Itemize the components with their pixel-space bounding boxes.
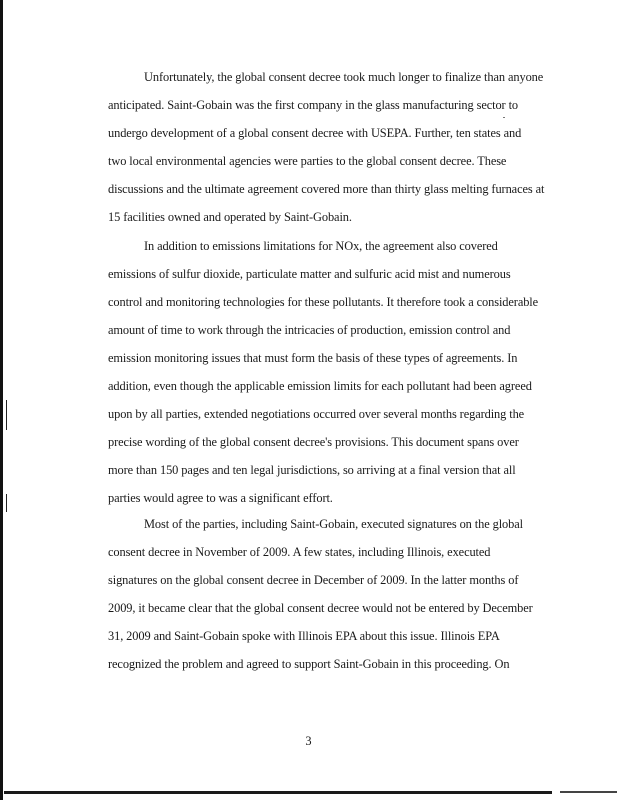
text-line: 15 facilities owned and operated by Saint-Gobain. <box>108 210 352 224</box>
text-line: upon by all parties, extended negotiations occurred over several months regarding the <box>108 407 525 421</box>
text-line: two local environmental agencies were parties to the global consent decree. These <box>108 154 507 168</box>
text-line: recognized the problem and agreed to support Saint-Gobain in this proceeding. On <box>108 657 510 671</box>
text-line: precise wording of the global consent decree's provisions. This document spans over <box>108 435 519 449</box>
text-line: anticipated. Saint-Gobain was the first company in the glass manufacturing sector to <box>108 98 519 112</box>
text-line: undergo development of a global consent decree with USEPA. Further, ten states and <box>108 126 522 140</box>
text-line: signatures on the global consent decree in December of 2009. In the latter months of <box>108 573 519 587</box>
scan-artifact-dot <box>503 117 505 118</box>
text-line: In addition to emissions limitations for NOx, the agreement also covered <box>144 239 498 253</box>
text-line: emission monitoring issues that must form the basis of these types of agreements. In <box>108 351 518 365</box>
text-line: amount of time to work through the intricacies of production, emission control and <box>108 323 511 337</box>
text-line: 31, 2009 and Saint-Gobain spoke with Illinois EPA about this issue. Illinois EPA <box>108 629 500 643</box>
text-line: emissions of sulfur dioxide, particulate matter and sulfuric acid mist and numerous <box>108 267 511 281</box>
text-line: discussions and the ultimate agreement covered more than thirty glass melting furnaces at <box>108 182 545 196</box>
scan-artifact-mark <box>6 400 7 430</box>
text-line: Most of the parties, including Saint-Gobain, executed signatures on the global <box>144 517 523 531</box>
text-line: consent decree in November of 2009. A few states, including Illinois, executed <box>108 545 491 559</box>
scan-bottom-edge-right <box>560 791 617 793</box>
text-line: parties would agree to was a significant effort. <box>108 491 333 505</box>
scan-bottom-edge <box>4 791 552 794</box>
scan-left-border <box>0 0 3 800</box>
text-line: more than 150 pages and ten legal jurisdictions, so arriving at a final version that all <box>108 463 516 477</box>
text-line: 2009, it became clear that the global consent decree would not be entered by December <box>108 601 533 615</box>
scan-artifact-mark <box>6 494 7 512</box>
text-line: control and monitoring technologies for these pollutants. It therefore took a considerable <box>108 295 539 309</box>
text-line: addition, even though the applicable emission limits for each pollutant had been agreed <box>108 379 532 393</box>
page-number: 3 <box>305 734 312 748</box>
text-line: Unfortunately, the global consent decree took much longer to finalize than anyone <box>144 70 544 84</box>
